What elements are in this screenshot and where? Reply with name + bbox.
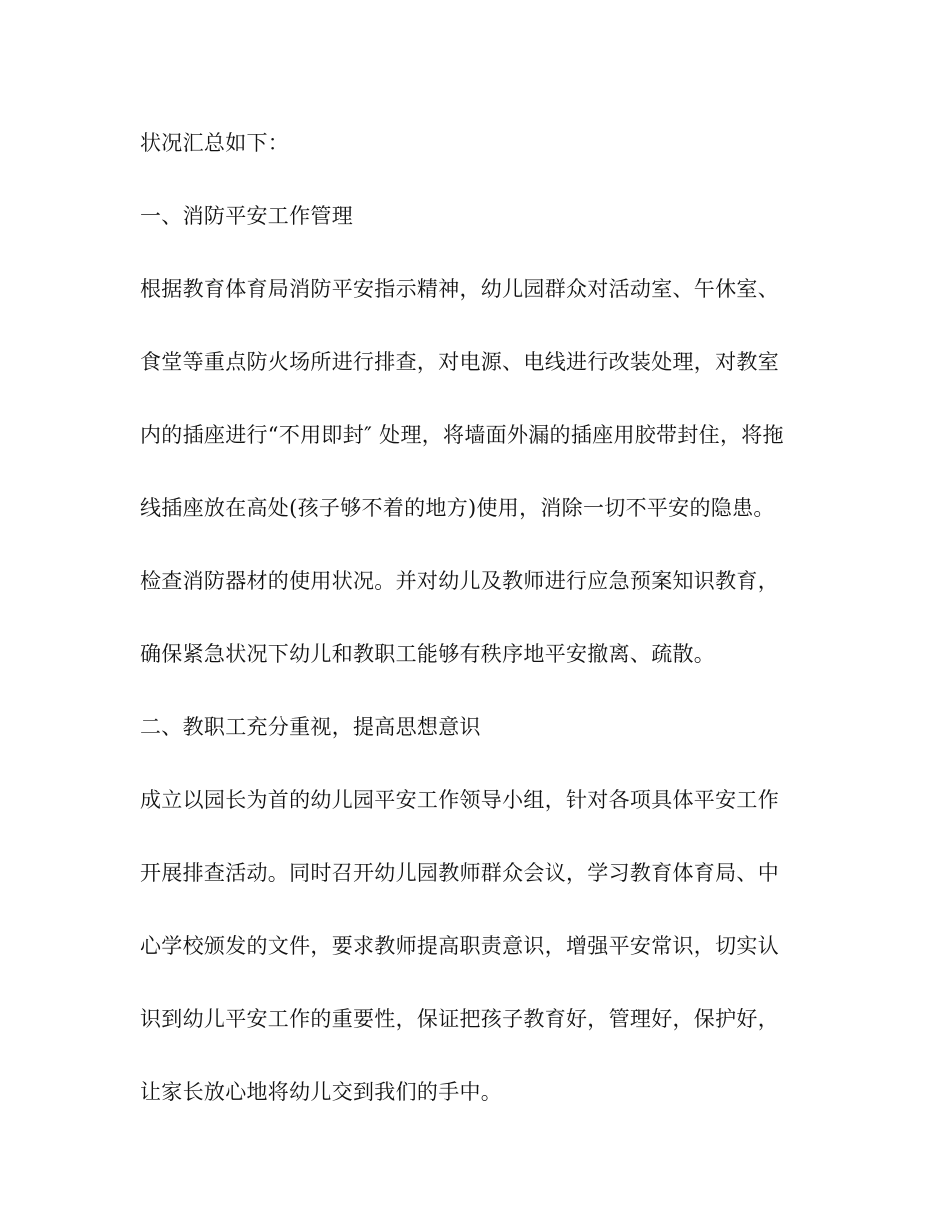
paragraph-line: 开展排查活动。同时召开幼儿园教师群众会议，学习教育体育局、中: [140, 861, 779, 885]
document-body: [140, 122, 820, 1144]
paragraph-line: 确保紧急状况下幼儿和教职工能够有秩序地平安撤离、疏散。: [140, 642, 716, 666]
paragraph-line: 内的插座进行“不用即封″ 处理，将墙面外漏的插座用胶带封住，将拖: [140, 423, 784, 447]
section-heading-staff-awareness: 二、教职工充分重视，提高思想意识: [140, 715, 481, 739]
section-heading-fire-safety: 一、消防平安工作管理: [140, 204, 353, 228]
paragraph-line: 根据教育体育局消防平安指示精神，幼儿园群众对活动室、午休室、: [140, 277, 779, 301]
paragraph-line: 识到幼儿平安工作的重要性，保证把孩子教育好，管理好，保护好，: [140, 1007, 779, 1031]
paragraph-line: 线插座放在高处(孩子够不着的地方)使用，消除一切不平安的隐患。: [140, 496, 775, 520]
paragraph-line: 食堂等重点防火场所进行排查，对电源、电线进行改装处理，对教室: [140, 350, 779, 374]
paragraph-line: 心学校颁发的文件，要求教师提高职责意识，增强平安常识，切实认: [140, 934, 779, 958]
paragraph-line: 让家长放心地将幼儿交到我们的手中。: [140, 1080, 503, 1104]
paragraph-line: 检查消防器材的使用状况。并对幼儿及教师进行应急预案知识教育，: [140, 569, 779, 593]
summary-intro-line: 状况汇总如下：: [140, 131, 290, 155]
paragraph-line: 成立以园长为首的幼儿园平安工作领导小组，针对各项具体平安工作: [140, 788, 779, 812]
